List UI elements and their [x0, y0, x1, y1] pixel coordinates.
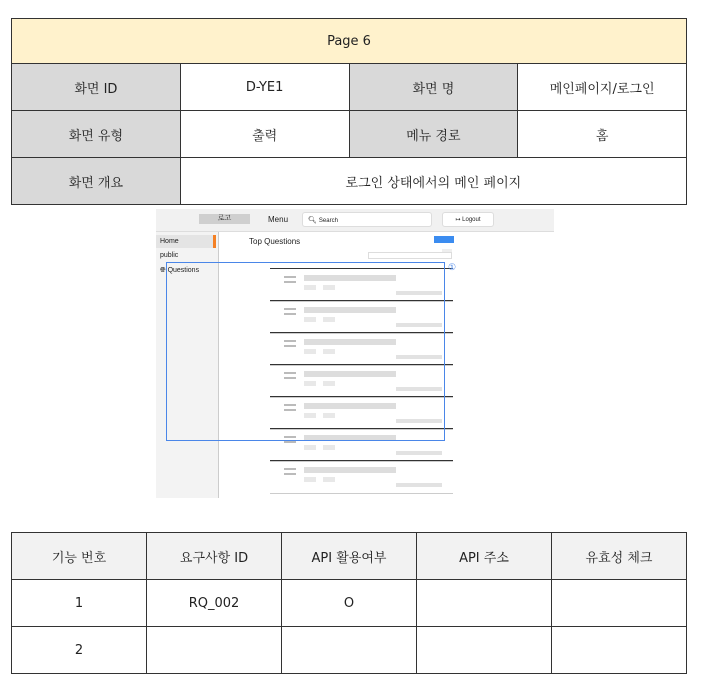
screen-name-value: 메인페이지/로그인 [518, 64, 687, 111]
wire-logout-button[interactable] [442, 212, 494, 227]
overview-value: 로그인 상태에서의 메인 페이지 [180, 158, 686, 205]
wire-logo[interactable]: 로고 [199, 214, 250, 224]
screen-id-label: 화면 ID [12, 64, 181, 111]
col-api-address: API 주소 [417, 533, 552, 580]
wire-page-title: Top Questions [249, 237, 301, 246]
wireframe-screenshot [156, 209, 554, 498]
validation [552, 580, 687, 627]
table-row [12, 627, 687, 674]
api-address [417, 627, 552, 674]
requirement-id: RQ_002 [147, 580, 282, 627]
function-table [11, 532, 687, 674]
wire-nav-public[interactable]: public [160, 252, 179, 259]
api-usage [282, 627, 417, 674]
screen-spec-table [11, 18, 687, 205]
screen-type-label: 화면 유형 [12, 111, 181, 158]
col-api-usage: API 활용여부 [282, 533, 417, 580]
function-number: 1 [12, 580, 147, 627]
table-row [12, 580, 687, 627]
wire-highlight-box [166, 262, 445, 441]
wire-ask-button[interactable] [434, 236, 454, 243]
search-icon: 🔍︎ [308, 217, 317, 224]
wire-header [156, 209, 554, 232]
api-address [417, 580, 552, 627]
wire-marker: ① [448, 262, 457, 272]
wire-search-placeholder: Search [318, 218, 338, 224]
wire-menu[interactable]: Menu [268, 215, 289, 224]
screen-type-value: 출력 [180, 111, 349, 158]
requirement-id [147, 627, 282, 674]
function-number: 2 [12, 627, 147, 674]
screen-id-value: D-YE1 [180, 64, 349, 111]
wire-nav-home[interactable]: Home [156, 235, 216, 248]
wire-nav-questions-label: Questions [167, 267, 200, 274]
globe-icon: 🌐︎ [160, 267, 166, 274]
validation [552, 627, 687, 674]
wire-filter-tabs[interactable] [368, 252, 452, 259]
wire-search-input[interactable] [302, 212, 432, 227]
menu-path-value: 홈 [518, 111, 687, 158]
api-usage: O [282, 580, 417, 627]
logout-icon: ↦ [455, 217, 461, 223]
wire-logout-label: Logout [462, 217, 481, 223]
wire-question-row[interactable] [270, 460, 453, 494]
overview-label: 화면 개요 [12, 158, 181, 205]
function-table-header [12, 533, 687, 580]
col-function-number: 기능 번호 [12, 533, 147, 580]
col-validation: 유효성 체크 [552, 533, 687, 580]
menu-path-label: 메뉴 경로 [349, 111, 518, 158]
page-number: Page 6 [12, 19, 687, 64]
col-requirement-id: 요구사항 ID [147, 533, 282, 580]
screen-name-label: 화면 명 [349, 64, 518, 111]
